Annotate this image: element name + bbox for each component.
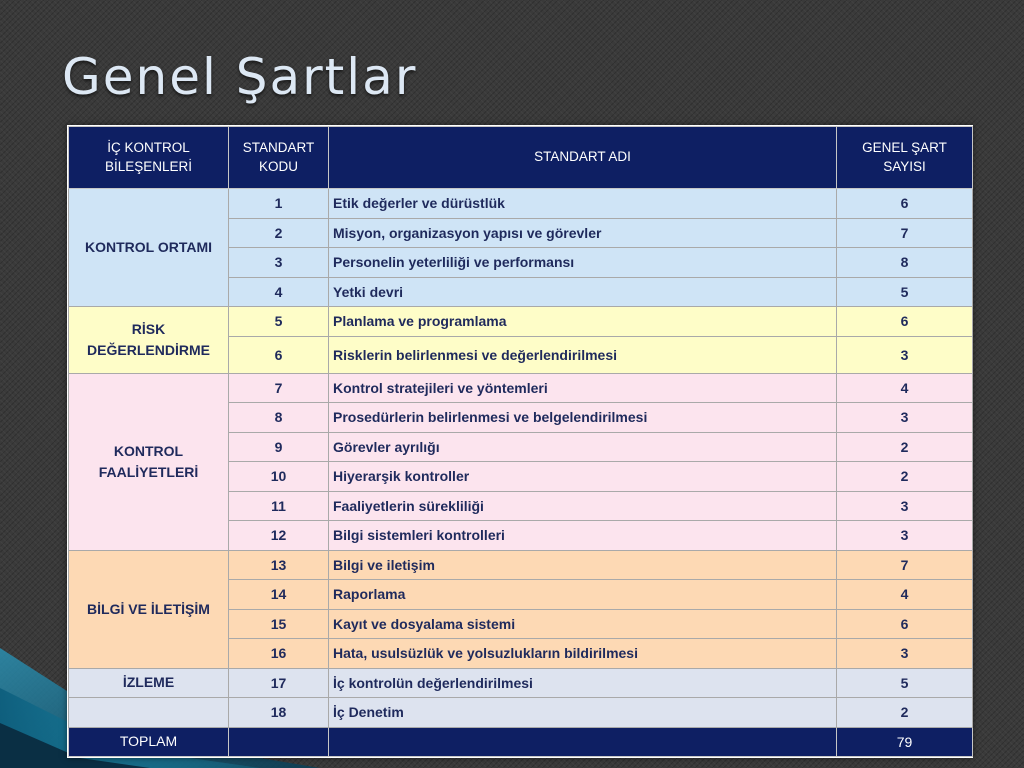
table-row bbox=[69, 189, 973, 219]
component-group-cell: KONTROL FAALİYETLERİ bbox=[69, 373, 229, 550]
standard-code-cell: 14 bbox=[229, 580, 329, 610]
header-name: STANDART ADI bbox=[329, 127, 837, 189]
requirement-count-cell: 5 bbox=[837, 277, 973, 307]
standard-code-cell: 4 bbox=[229, 277, 329, 307]
requirement-count-cell: 5 bbox=[837, 668, 973, 698]
standard-code-cell: 11 bbox=[229, 491, 329, 521]
requirement-count-cell: 6 bbox=[837, 609, 973, 639]
requirement-count-cell: 7 bbox=[837, 218, 973, 248]
requirement-count-cell: 2 bbox=[837, 698, 973, 728]
total-code-cell bbox=[229, 727, 329, 756]
table-row bbox=[69, 373, 973, 403]
standard-name-cell: İç Denetim bbox=[329, 698, 837, 728]
header-count: GENEL ŞART SAYISI bbox=[837, 127, 973, 189]
standard-code-cell: 9 bbox=[229, 432, 329, 462]
requirement-count-cell: 4 bbox=[837, 580, 973, 610]
standard-name-cell: Raporlama bbox=[329, 580, 837, 610]
requirement-count-cell: 3 bbox=[837, 639, 973, 669]
standard-name-cell: Görevler ayrılığı bbox=[329, 432, 837, 462]
table-row bbox=[69, 698, 973, 728]
standard-code-cell: 15 bbox=[229, 609, 329, 639]
total-name-cell bbox=[329, 727, 837, 756]
component-group-cell bbox=[69, 698, 229, 728]
requirement-count-cell: 7 bbox=[837, 550, 973, 580]
header-code: STANDART KODU bbox=[229, 127, 329, 189]
standard-name-cell: Yetki devri bbox=[329, 277, 837, 307]
standard-code-cell: 13 bbox=[229, 550, 329, 580]
standard-name-cell: İç kontrolün değerlendirilmesi bbox=[329, 668, 837, 698]
standard-code-cell: 18 bbox=[229, 698, 329, 728]
standards-table-container bbox=[67, 125, 973, 758]
standard-name-cell: Risklerin belirlenmesi ve değerlendirilmesi bbox=[329, 336, 837, 373]
header-components: İÇ KONTROL BİLEŞENLERİ bbox=[69, 127, 229, 189]
requirement-count-cell: 3 bbox=[837, 491, 973, 521]
component-group-cell: BİLGİ VE İLETİŞİM bbox=[69, 550, 229, 668]
standard-name-cell: Hata, usulsüzlük ve yolsuzlukların bildirilmesi bbox=[329, 639, 837, 669]
requirement-count-cell: 6 bbox=[837, 189, 973, 219]
table-row bbox=[69, 307, 973, 337]
standard-code-cell: 6 bbox=[229, 336, 329, 373]
standard-name-cell: Planlama ve programlama bbox=[329, 307, 837, 337]
standard-name-cell: Bilgi ve iletişim bbox=[329, 550, 837, 580]
standard-code-cell: 7 bbox=[229, 373, 329, 403]
table-row bbox=[69, 550, 973, 580]
standard-code-cell: 10 bbox=[229, 462, 329, 492]
total-label-cell: TOPLAM bbox=[69, 727, 229, 756]
standard-name-cell: Hiyerarşik kontroller bbox=[329, 462, 837, 492]
requirement-count-cell: 3 bbox=[837, 403, 973, 433]
standard-name-cell: Bilgi sistemleri kontrolleri bbox=[329, 521, 837, 551]
component-group-cell: RİSK DEĞERLENDİRME bbox=[69, 307, 229, 374]
standard-name-cell: Prosedürlerin belirlenmesi ve belgelendirilmesi bbox=[329, 403, 837, 433]
standard-code-cell: 8 bbox=[229, 403, 329, 433]
standard-name-cell: Personelin yeterliliği ve performansı bbox=[329, 248, 837, 278]
standard-code-cell: 5 bbox=[229, 307, 329, 337]
requirement-count-cell: 4 bbox=[837, 373, 973, 403]
standard-name-cell: Kontrol stratejileri ve yöntemleri bbox=[329, 373, 837, 403]
standard-name-cell: Faaliyetlerin sürekliliği bbox=[329, 491, 837, 521]
standard-code-cell: 12 bbox=[229, 521, 329, 551]
table-header-row bbox=[69, 127, 973, 189]
standard-code-cell: 2 bbox=[229, 218, 329, 248]
requirement-count-cell: 2 bbox=[837, 462, 973, 492]
standard-code-cell: 16 bbox=[229, 639, 329, 669]
requirement-count-cell: 3 bbox=[837, 336, 973, 373]
standard-name-cell: Misyon, organizasyon yapısı ve görevler bbox=[329, 218, 837, 248]
standards-table bbox=[68, 126, 973, 757]
requirement-count-cell: 3 bbox=[837, 521, 973, 551]
standard-name-cell: Etik değerler ve dürüstlük bbox=[329, 189, 837, 219]
requirement-count-cell: 6 bbox=[837, 307, 973, 337]
standard-code-cell: 17 bbox=[229, 668, 329, 698]
total-count-cell: 79 bbox=[837, 727, 973, 756]
standard-name-cell: Kayıt ve dosyalama sistemi bbox=[329, 609, 837, 639]
component-group-cell: KONTROL ORTAMI bbox=[69, 189, 229, 307]
requirement-count-cell: 8 bbox=[837, 248, 973, 278]
standard-code-cell: 3 bbox=[229, 248, 329, 278]
table-row bbox=[69, 668, 973, 698]
component-group-cell: İZLEME bbox=[69, 668, 229, 698]
requirement-count-cell: 2 bbox=[837, 432, 973, 462]
total-row bbox=[69, 727, 973, 756]
standard-code-cell: 1 bbox=[229, 189, 329, 219]
slide-title: Genel Şartlar bbox=[62, 48, 418, 106]
